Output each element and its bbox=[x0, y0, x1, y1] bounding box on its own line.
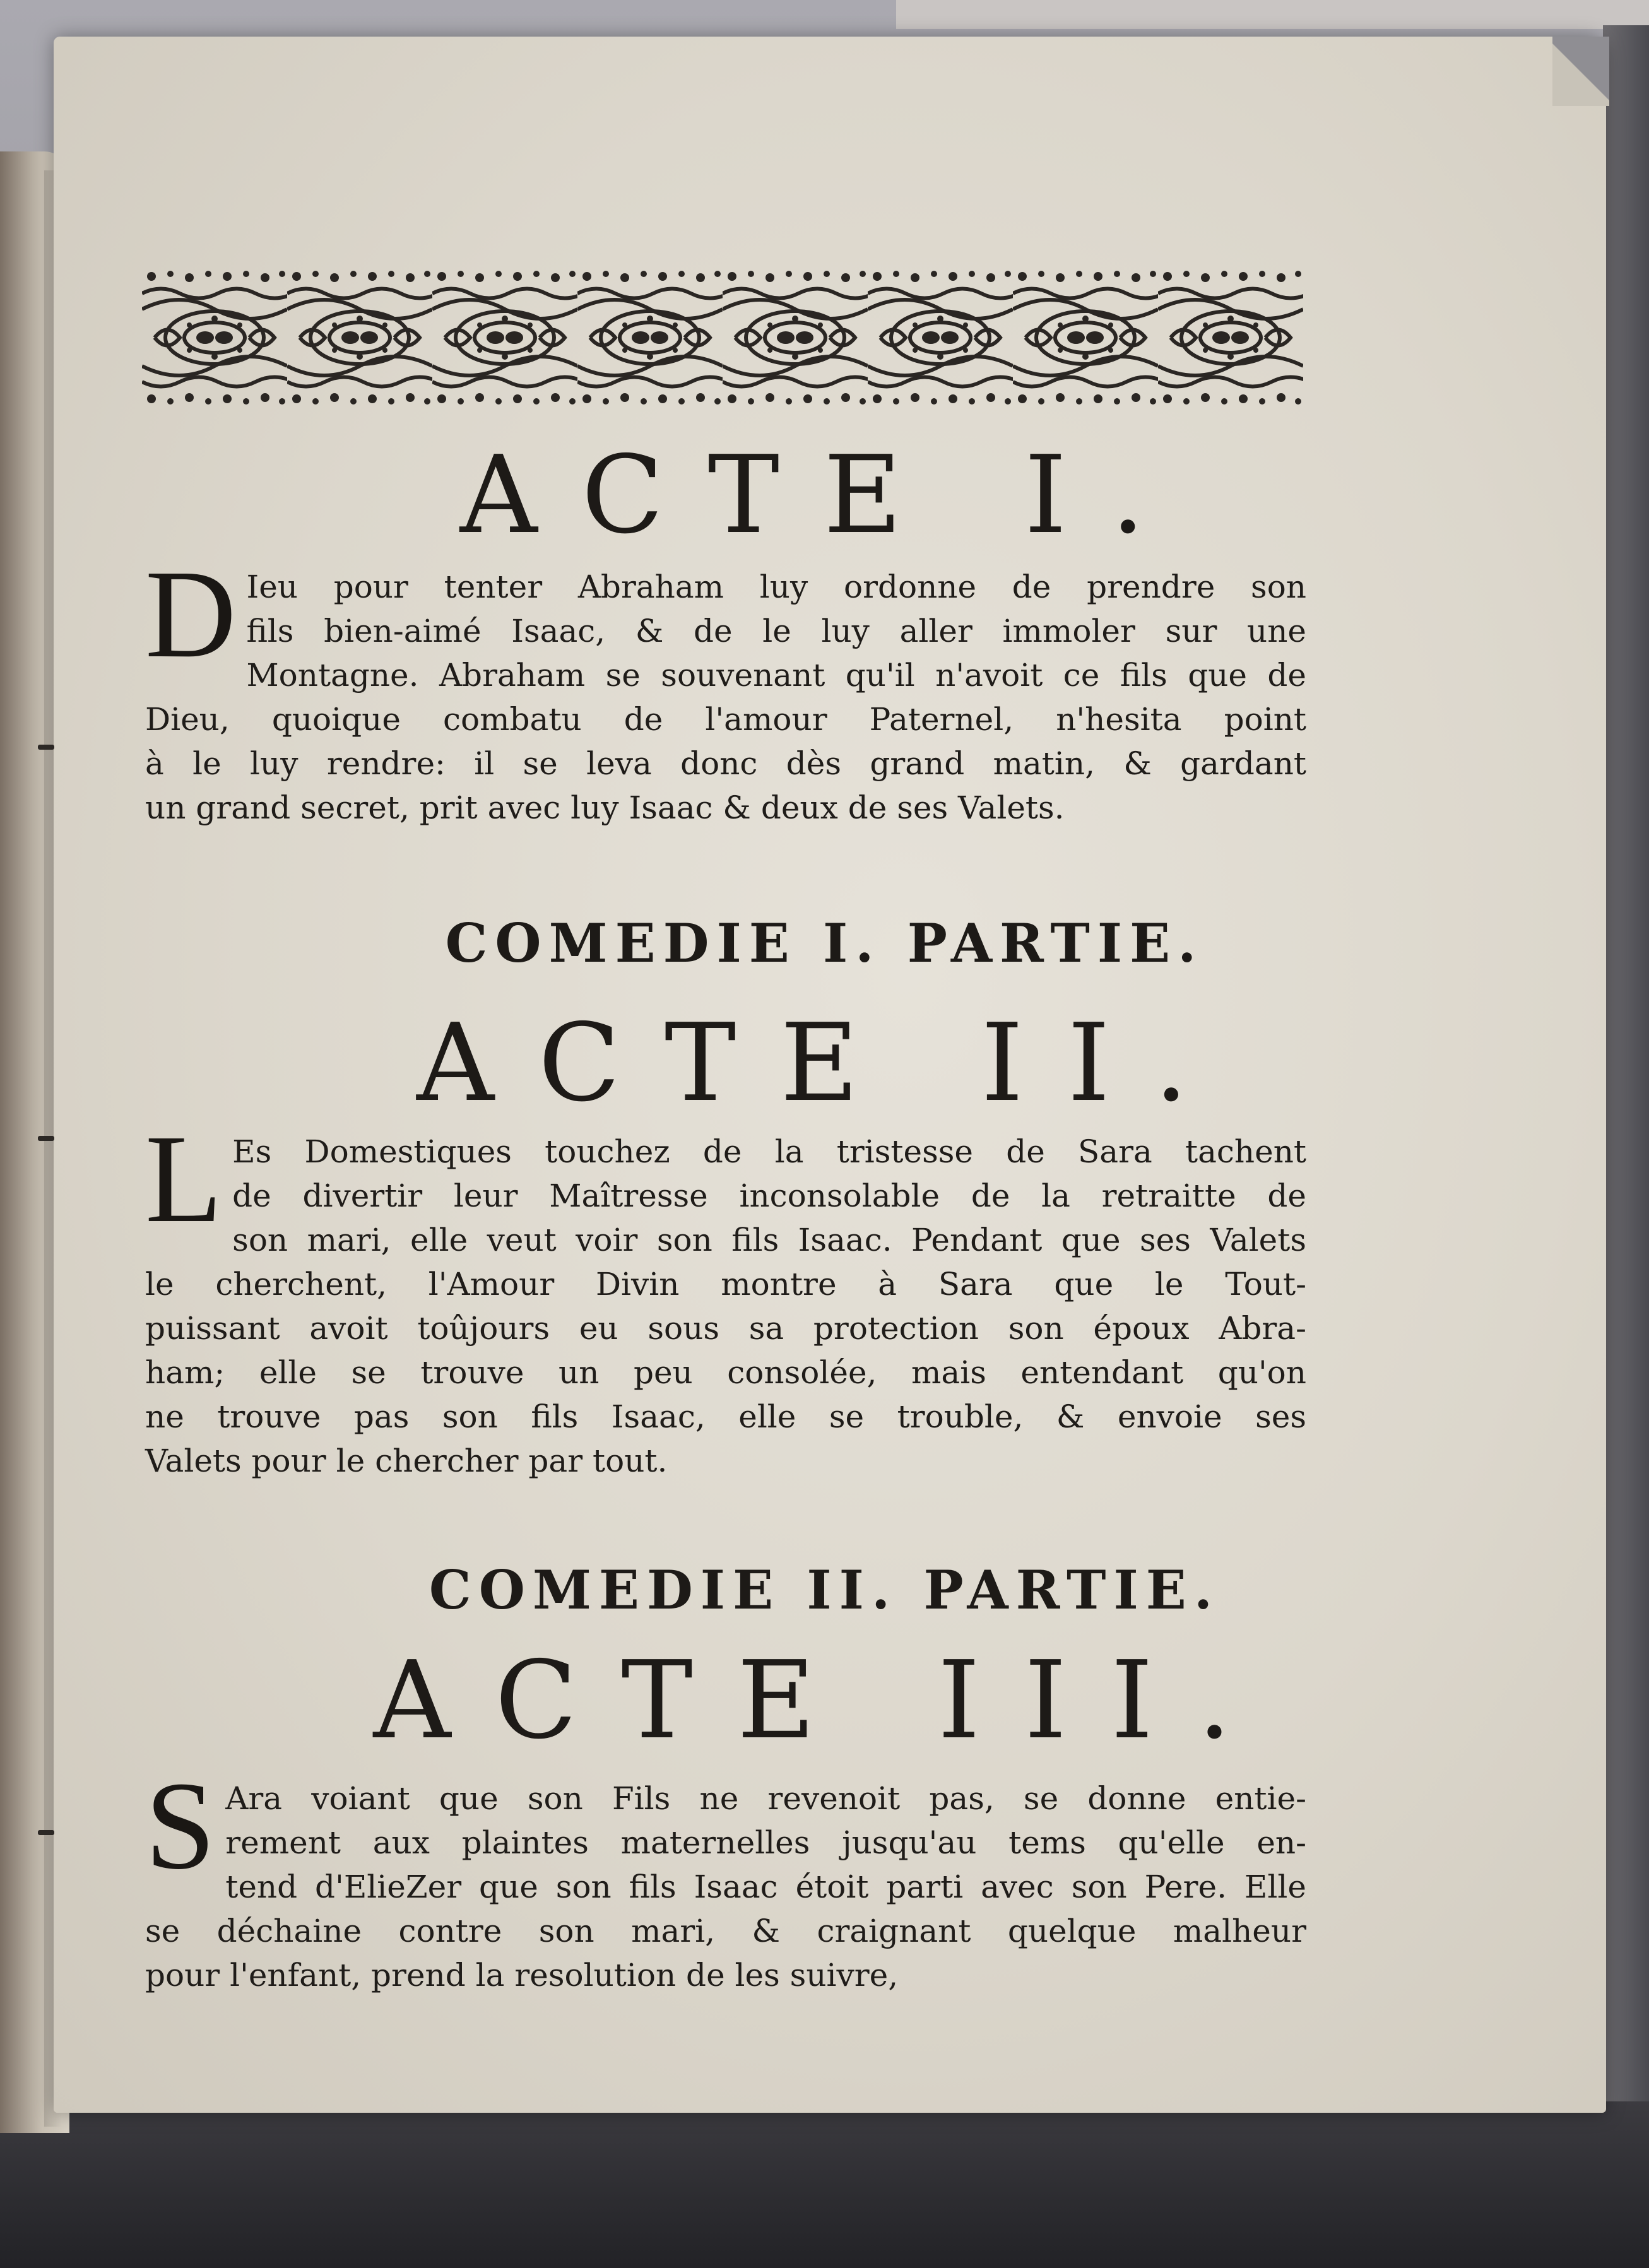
text-line: Ieu pour tenter Abraham luy ordonne de prendre son bbox=[246, 569, 1306, 605]
text-line: Montagne. Abraham se souvenant qu'il n'avoit ce fils que de bbox=[246, 657, 1306, 694]
text-line: ham; elle se trouve un peu consolée, mais entendant qu'on bbox=[145, 1354, 1306, 1391]
text-line: le cherchent, l'Amour Divin montre à Sara que le Tout- bbox=[145, 1266, 1306, 1302]
act-1-title: ACTE I. bbox=[459, 433, 1190, 558]
comedie-2-title: COMEDIE II. PARTIE. bbox=[429, 1559, 1220, 1621]
text-line: à le luy rendre: il se leva donc dès grand matin, & gardant bbox=[145, 745, 1306, 782]
act-2-title: ACTE II. bbox=[417, 1001, 1232, 1126]
text-line: ne trouve pas son fils Isaac, elle se trouble, & envoie ses bbox=[145, 1398, 1306, 1435]
ornamental-headband-icon bbox=[142, 265, 1303, 410]
comedie-1-title: COMEDIE I. PARTIE. bbox=[445, 912, 1204, 974]
act-1-summary bbox=[145, 545, 1306, 830]
text-line: se déchaine contre son mari, & craignant quelque malheur bbox=[145, 1913, 1306, 1949]
act-3-summary bbox=[145, 1756, 1306, 1997]
text-line: son mari, elle veut voir son fils Isaac. Pendant que ses Valets bbox=[232, 1222, 1306, 1258]
text-line: fils bien-aimé Isaac, & de le luy aller immoler sur une bbox=[246, 613, 1306, 649]
text-line: pour l'enfant, prend la resolution de les suivre, bbox=[145, 1957, 899, 1993]
binding-stitch bbox=[38, 1830, 54, 1835]
right-shadow bbox=[1603, 25, 1649, 2268]
text-line: Valets pour le chercher par tout. bbox=[145, 1443, 668, 1479]
text-line: puissant avoit toûjours eu sous sa protection son époux Abra- bbox=[145, 1310, 1306, 1347]
text-line: de divertir leur Maîtresse inconsolable de la retraitte de bbox=[232, 1178, 1306, 1214]
background-strip bbox=[896, 0, 1649, 29]
binding-stitch bbox=[38, 745, 54, 750]
bottom-shadow bbox=[0, 2101, 1649, 2268]
text-line: Es Domestiques touchez de la tristesse de Sara tachent bbox=[232, 1133, 1306, 1170]
text-line: tend d'ElieZer que son fils Isaac étoit parti avec son Pere. Elle bbox=[225, 1869, 1306, 1905]
text-line: un grand secret, prit avec luy Isaac & deux de ses Valets. bbox=[145, 789, 1065, 826]
text-line: Dieu, quoique combatu de l'amour Paternel, n'hesita point bbox=[145, 701, 1306, 738]
act-2-summary bbox=[145, 1109, 1306, 1483]
text-line: rement aux plaintes maternelles jusqu'au tems qu'elle en- bbox=[225, 1824, 1306, 1861]
act-3-dropcap: S bbox=[145, 1756, 216, 1896]
act-1-dropcap: D bbox=[145, 545, 237, 684]
act-2-dropcap: L bbox=[145, 1109, 223, 1249]
page-corner bbox=[1552, 37, 1609, 106]
act-3-title: ACTE III. bbox=[373, 1638, 1276, 1763]
text-line: Ara voiant que son Fils ne revenoit pas, se donne entie- bbox=[225, 1780, 1306, 1817]
binding-stitch bbox=[38, 1136, 54, 1141]
